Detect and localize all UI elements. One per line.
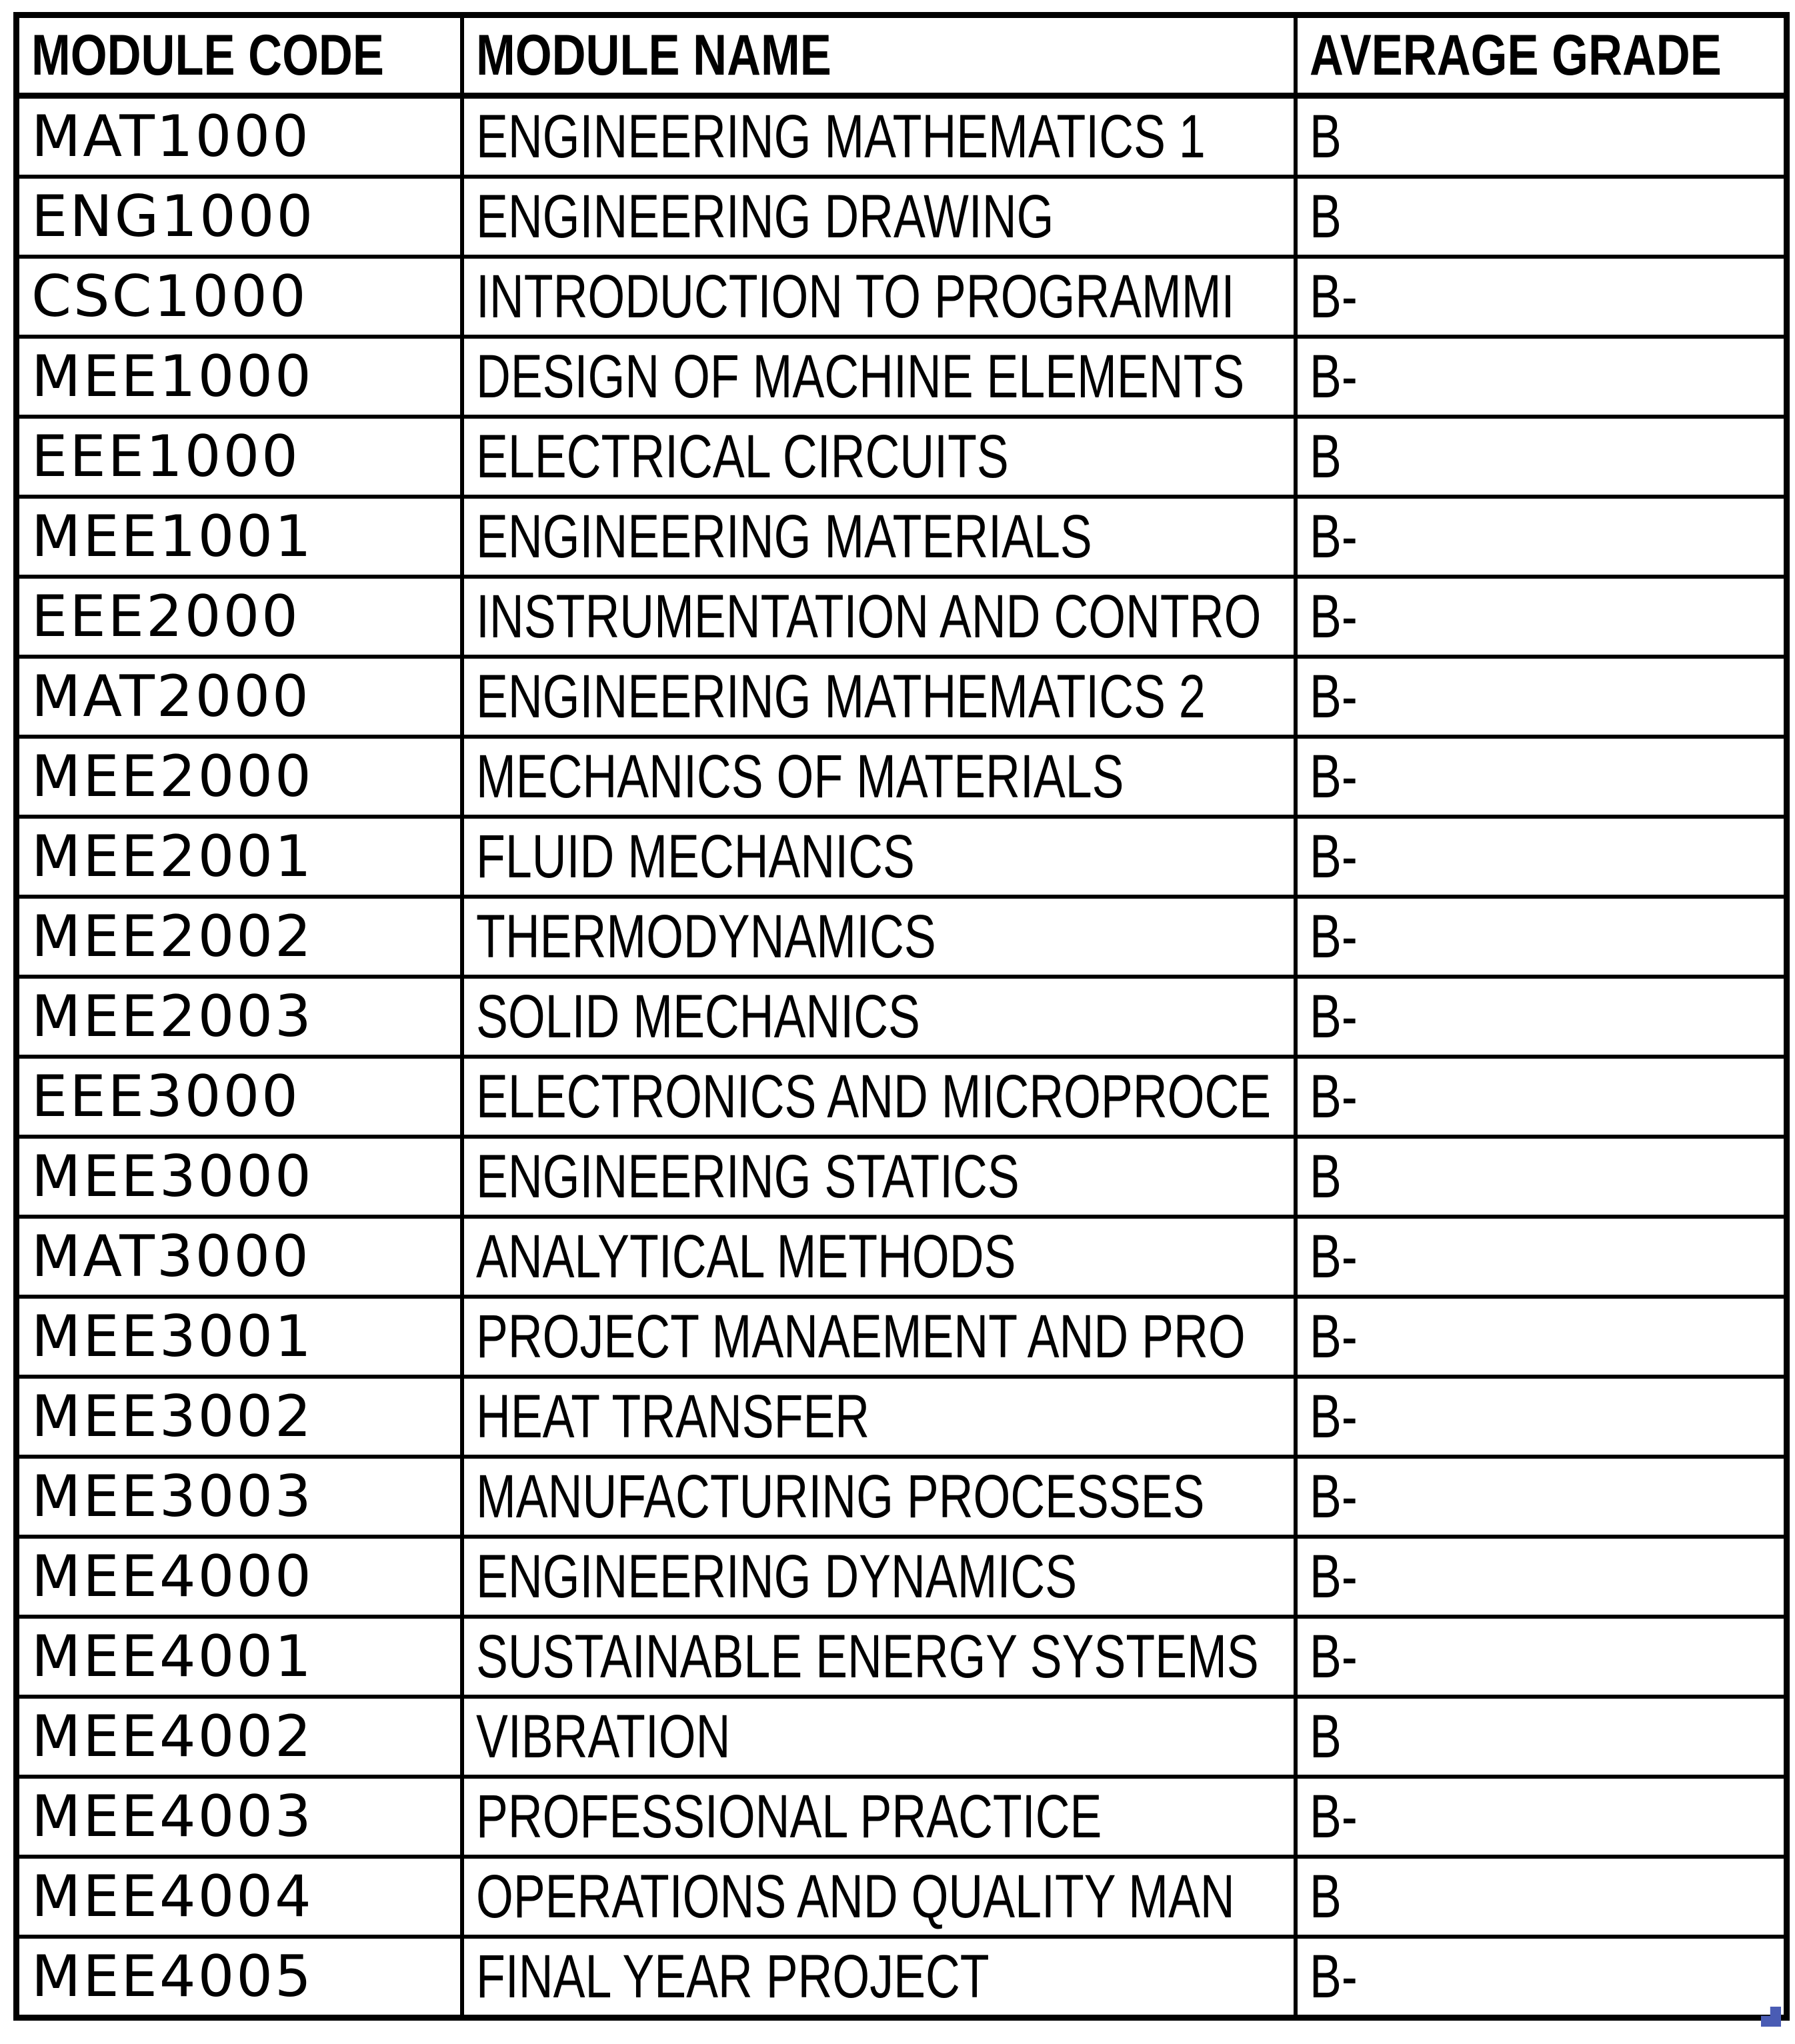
average-grade-cell[interactable]	[1296, 417, 1787, 497]
module-name-text: ENGINEERING MATHEMATICS 1	[475, 103, 1206, 171]
module-name-cell[interactable]	[462, 1057, 1296, 1137]
average-grade-cell[interactable]	[1296, 497, 1787, 577]
average-grade-text: B-	[1309, 1463, 1358, 1531]
module-code-cell[interactable]	[17, 1857, 462, 1937]
module-code-text: MEE4004	[31, 1863, 313, 1930]
average-grade-text: B-	[1309, 1063, 1358, 1131]
module-code-text: MEE3003	[31, 1463, 313, 1530]
module-code-text: MEE1000	[31, 343, 313, 410]
header-module-code[interactable]	[17, 15, 462, 96]
module-code-text: MEE3002	[31, 1383, 313, 1450]
average-grade-text: B-	[1309, 1223, 1358, 1291]
average-grade-text: B-	[1309, 743, 1358, 811]
module-code-cell[interactable]	[17, 897, 462, 977]
average-grade-text: B-	[1309, 1303, 1358, 1371]
table-row	[17, 1537, 1787, 1617]
table-row	[17, 1297, 1787, 1377]
average-grade-cell[interactable]	[1296, 1537, 1787, 1617]
table-row	[17, 1137, 1787, 1217]
module-name-cell[interactable]	[462, 337, 1296, 417]
module-name-cell[interactable]	[462, 96, 1296, 177]
module-name-cell[interactable]	[462, 177, 1296, 257]
module-code-cell[interactable]	[17, 96, 462, 177]
module-name-cell[interactable]	[462, 1697, 1296, 1777]
module-code-cell[interactable]	[17, 977, 462, 1057]
average-grade-cell[interactable]	[1296, 1217, 1787, 1297]
table-row	[17, 96, 1787, 177]
module-code-text: EEE2000	[31, 583, 300, 650]
module-name-text: VIBRATION	[475, 1703, 730, 1771]
average-grade-cell[interactable]	[1296, 177, 1787, 257]
module-name-cell[interactable]	[462, 737, 1296, 817]
module-name-text: ENGINEERING STATICS	[475, 1143, 1020, 1211]
module-name-text: PROJECT MANAEMENT AND PRO	[475, 1303, 1246, 1371]
average-grade-cell[interactable]	[1296, 1777, 1787, 1857]
average-grade-cell[interactable]	[1296, 897, 1787, 977]
average-grade-cell[interactable]	[1296, 977, 1787, 1057]
average-grade-text: B-	[1309, 263, 1358, 331]
module-name-cell[interactable]	[462, 977, 1296, 1057]
module-code-cell[interactable]	[17, 257, 462, 337]
average-grade-cell[interactable]	[1296, 1617, 1787, 1697]
module-code-cell[interactable]	[17, 1217, 462, 1297]
table-row	[17, 897, 1787, 977]
module-code-text: MAT1000	[31, 103, 311, 170]
module-code-text: MEE4003	[31, 1783, 313, 1850]
average-grade-cell[interactable]	[1296, 1857, 1787, 1937]
module-code-text: MEE2000	[31, 743, 313, 810]
module-name-text: FINAL YEAR PROJECT	[475, 1943, 990, 2011]
module-code-text: MEE2002	[31, 903, 313, 970]
table-row	[17, 177, 1787, 257]
module-code-cell[interactable]	[17, 337, 462, 417]
average-grade-cell[interactable]	[1296, 1297, 1787, 1377]
table-row	[17, 1377, 1787, 1457]
table-row	[17, 337, 1787, 417]
average-grade-text: B	[1309, 103, 1342, 171]
average-grade-text: B-	[1309, 663, 1358, 731]
table-row	[17, 577, 1787, 657]
module-name-text: ENGINEERING MATHEMATICS 2	[475, 663, 1206, 731]
average-grade-text: B-	[1309, 1783, 1358, 1851]
average-grade-cell[interactable]	[1296, 657, 1787, 737]
table-row	[17, 657, 1787, 737]
module-code-text: MEE3000	[31, 1143, 313, 1210]
module-name-cell[interactable]	[462, 577, 1296, 657]
module-code-text: CSC1000	[31, 263, 308, 330]
module-name-cell[interactable]	[462, 1857, 1296, 1937]
table-row	[17, 977, 1787, 1057]
module-name-cell[interactable]	[462, 1297, 1296, 1377]
module-name-text: DESIGN OF MACHINE ELEMENTS	[475, 343, 1244, 411]
module-code-cell[interactable]	[17, 1617, 462, 1697]
average-grade-cell[interactable]	[1296, 1137, 1787, 1217]
table-body	[17, 96, 1787, 2018]
module-code-cell[interactable]	[17, 1377, 462, 1457]
module-name-cell[interactable]	[462, 417, 1296, 497]
module-name-text: ANALYTICAL METHODS	[475, 1223, 1016, 1291]
module-name-cell[interactable]	[462, 657, 1296, 737]
module-name-text: SUSTAINABLE ENERGY SYSTEMS	[475, 1623, 1259, 1691]
average-grade-text: B	[1309, 183, 1342, 251]
module-code-cell[interactable]	[17, 1697, 462, 1777]
module-code-cell[interactable]	[17, 737, 462, 817]
module-code-text: MAT2000	[31, 663, 311, 730]
module-code-text: MEE4005	[31, 1943, 313, 2010]
average-grade-cell[interactable]	[1296, 737, 1787, 817]
module-code-text: MEE4001	[31, 1623, 313, 1690]
table-row	[17, 1457, 1787, 1537]
table-row	[17, 737, 1787, 817]
module-name-text: ENGINEERING DRAWING	[475, 183, 1054, 251]
table-row	[17, 1857, 1787, 1937]
module-name-cell[interactable]	[462, 897, 1296, 977]
table-row	[17, 417, 1787, 497]
module-code-cell[interactable]	[17, 417, 462, 497]
average-grade-text: B-	[1309, 823, 1358, 891]
module-code-cell[interactable]	[17, 1777, 462, 1857]
header-average-grade[interactable]	[1296, 15, 1787, 96]
module-name-text: OPERATIONS AND QUALITY MAN	[475, 1863, 1235, 1931]
module-name-text: INTRODUCTION TO PROGRAMMI	[475, 263, 1235, 331]
average-grade-cell[interactable]	[1296, 1057, 1787, 1137]
average-grade-text: B-	[1309, 983, 1358, 1051]
module-code-text: ENG1000	[31, 183, 315, 250]
module-code-cell[interactable]	[17, 1937, 462, 2018]
module-name-text: INSTRUMENTATION AND CONTRO	[475, 583, 1261, 651]
module-name-cell[interactable]	[462, 1617, 1296, 1697]
module-code-cell[interactable]	[17, 1057, 462, 1137]
average-grade-cell[interactable]	[1296, 257, 1787, 337]
table-row	[17, 497, 1787, 577]
module-grades-table	[13, 12, 1790, 2021]
module-name-cell[interactable]	[462, 1937, 1296, 2018]
module-code-text: MEE2003	[31, 983, 313, 1050]
module-name-cell[interactable]	[462, 1137, 1296, 1217]
table-header	[17, 15, 1787, 96]
module-code-text: EEE1000	[31, 423, 300, 490]
module-code-cell[interactable]	[17, 497, 462, 577]
table-row	[17, 817, 1787, 897]
module-name-cell[interactable]	[462, 1457, 1296, 1537]
average-grade-text: B-	[1309, 1943, 1358, 2011]
module-code-text: MEE4000	[31, 1543, 313, 1610]
module-code-cell[interactable]	[17, 657, 462, 737]
average-grade-text: B-	[1309, 343, 1358, 411]
average-grade-cell[interactable]	[1296, 817, 1787, 897]
module-code-text: MEE1001	[31, 503, 313, 570]
module-code-cell[interactable]	[17, 1297, 462, 1377]
module-name-cell[interactable]	[462, 1217, 1296, 1297]
module-name-text: THERMODYNAMICS	[475, 903, 936, 971]
average-grade-cell[interactable]	[1296, 1457, 1787, 1537]
average-grade-text: B	[1309, 1703, 1342, 1771]
module-code-cell[interactable]	[17, 177, 462, 257]
module-code-cell[interactable]	[17, 577, 462, 657]
average-grade-text: B	[1309, 1863, 1342, 1931]
module-name-cell[interactable]	[462, 257, 1296, 337]
table-row	[17, 1697, 1787, 1777]
average-grade-cell[interactable]	[1296, 337, 1787, 417]
module-name-text: SOLID MECHANICS	[475, 983, 920, 1051]
module-code-cell[interactable]	[17, 1457, 462, 1537]
average-grade-cell[interactable]	[1296, 577, 1787, 657]
header-module-name[interactable]	[462, 15, 1296, 96]
module-name-text: ENGINEERING MATERIALS	[475, 503, 1092, 571]
module-name-text: PROFESSIONAL PRACTICE	[475, 1783, 1102, 1851]
module-name-cell[interactable]	[462, 1377, 1296, 1457]
module-name-text: ENGINEERING DYNAMICS	[475, 1543, 1077, 1611]
module-code-text: EEE3000	[31, 1063, 300, 1130]
average-grade-text: B	[1309, 423, 1342, 491]
module-code-text: MAT3000	[31, 1223, 311, 1290]
table-row	[17, 1937, 1787, 2018]
module-code-text: MEE4002	[31, 1703, 313, 1770]
module-code-text: MEE2001	[31, 823, 313, 890]
header-module-name-label: MODULE NAME	[475, 23, 831, 87]
module-name-cell[interactable]	[462, 497, 1296, 577]
table-row	[17, 1057, 1787, 1137]
header-average-grade-label: AVERAGE GRADE	[1309, 23, 1722, 87]
module-name-text: HEAT TRANSFER	[475, 1383, 869, 1451]
average-grade-cell[interactable]	[1296, 1937, 1787, 2018]
module-code-text: MEE3001	[31, 1303, 313, 1370]
average-grade-cell[interactable]	[1296, 1697, 1787, 1777]
average-grade-text: B-	[1309, 1623, 1358, 1691]
average-grade-text: B-	[1309, 583, 1358, 651]
module-code-cell[interactable]	[17, 1537, 462, 1617]
module-name-text: ELECTRONICS AND MICROPROCE	[475, 1063, 1271, 1131]
header-module-code-label: MODULE CODE	[31, 23, 384, 87]
average-grade-text: B-	[1309, 1543, 1358, 1611]
module-name-text: FLUID MECHANICS	[475, 823, 915, 891]
module-name-text: ELECTRICAL CIRCUITS	[475, 423, 1009, 491]
table-row	[17, 257, 1787, 337]
table-row	[17, 1777, 1787, 1857]
average-grade-cell[interactable]	[1296, 1377, 1787, 1457]
module-name-cell[interactable]	[462, 817, 1296, 897]
average-grade-text: B-	[1309, 1383, 1358, 1451]
average-grade-text: B-	[1309, 503, 1358, 571]
module-name-text: MANUFACTURING PROCESSES	[475, 1463, 1204, 1531]
module-code-cell[interactable]	[17, 1137, 462, 1217]
table-row	[17, 1617, 1787, 1697]
module-name-cell[interactable]	[462, 1777, 1296, 1857]
average-grade-text: B	[1309, 1143, 1342, 1211]
average-grade-text: B-	[1309, 903, 1358, 971]
table-header-row	[17, 15, 1787, 96]
average-grade-cell[interactable]	[1296, 96, 1787, 177]
table-row	[17, 1217, 1787, 1297]
module-name-cell[interactable]	[462, 1537, 1296, 1617]
module-name-text: MECHANICS OF MATERIALS	[475, 743, 1124, 811]
module-code-cell[interactable]	[17, 817, 462, 897]
